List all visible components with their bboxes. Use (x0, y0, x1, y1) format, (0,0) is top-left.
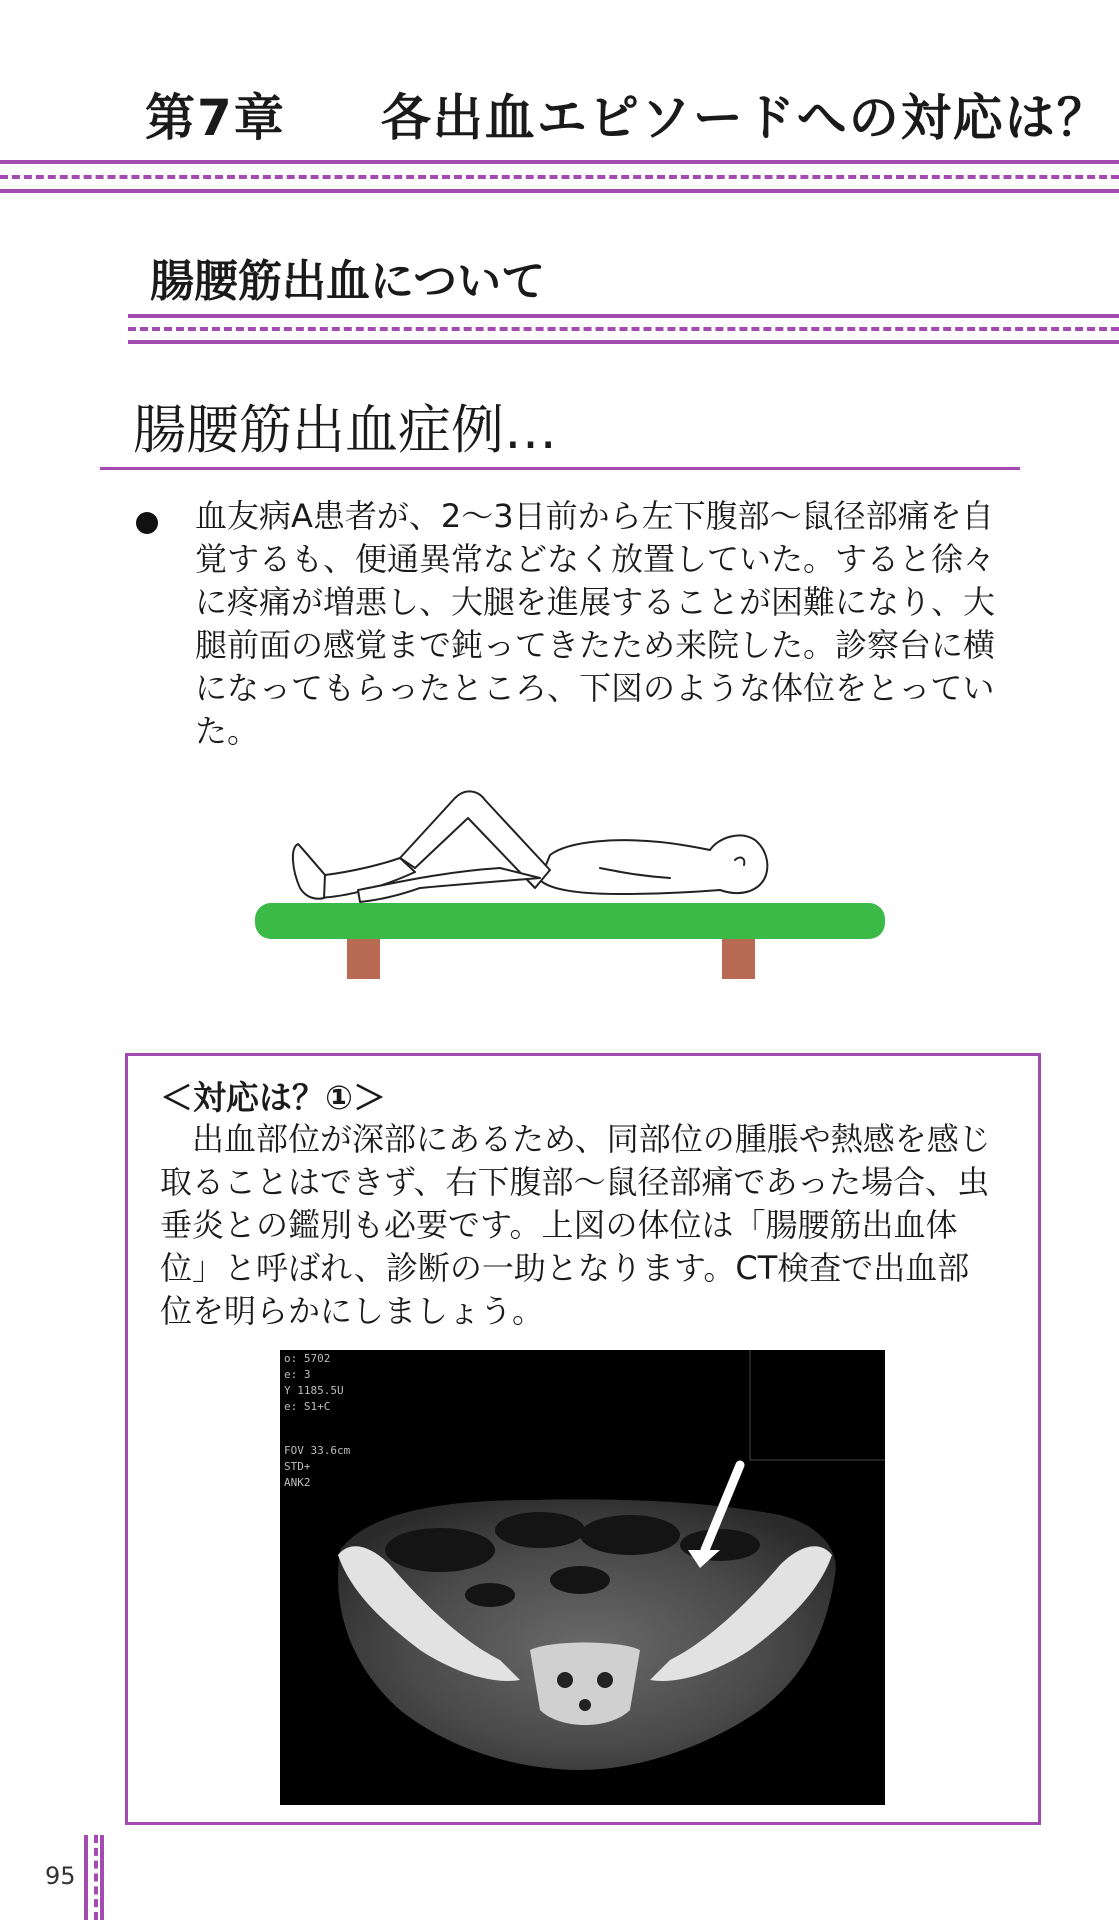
psoas-position-illustration (240, 760, 890, 995)
ct-scan-image (280, 1350, 885, 1805)
ct-info-line: e: 3 (284, 1368, 311, 1381)
chapter-number: 第7章 (145, 89, 286, 147)
section-rule-top (128, 314, 1119, 318)
chapter-title: 各出血エピソードへの対応は？ (380, 89, 1109, 147)
section-rule-dashed (128, 327, 1119, 331)
section-rule-bottom (128, 340, 1119, 344)
footer-bar-dashed (94, 1835, 98, 1920)
header-rule-dashed (0, 175, 1119, 179)
ct-info-line: FOV 33.6cm (284, 1444, 351, 1457)
page-number: 95 (45, 1862, 76, 1890)
bed-mattress (255, 903, 885, 939)
answer-box-title: ＜対応は？①＞ (160, 1078, 386, 1117)
bullet-icon (136, 512, 158, 534)
case-title-underline (100, 467, 1020, 470)
ct-info-line: ANK2 (284, 1476, 311, 1489)
ct-info-line: o: 5702 (284, 1352, 331, 1365)
section-title: 腸腰筋出血について (150, 256, 546, 307)
chapter-heading (145, 78, 1109, 150)
ct-info-line: Y 1185.5U (284, 1384, 344, 1397)
bed-leg-right (722, 939, 755, 979)
patient-figure (293, 791, 767, 902)
footer-bar-right (100, 1835, 104, 1920)
case-title: 腸腰筋出血症例… (133, 400, 557, 461)
ct-info-line: e: S1+C (284, 1400, 331, 1413)
answer-box-text: 出血部位が深部にあるため、同部位の腫脹や熱感を感じ取ることはできず、右下腹部〜鼠径部痛であった場合、虫垂炎との鑑別も必要です。上図の体位は「腸腰筋出血体位」と呼ばれ、診断の一助となります。CT検査で出血部位を明らかにしましょう。 (160, 1120, 991, 1330)
ct-pelvis-drawing (280, 1350, 885, 1805)
bed-leg-left (347, 939, 380, 979)
header-rule-bottom (0, 189, 1119, 193)
case-description: 血友病A患者が、2〜3日前から左下腹部〜鼠径部痛を自覚するも、便通異常などなく放置していた。すると徐々に疼痛が増悪し、大腿を進展することが困難になり、大腿前面の感覚まで鈍ってきたため来院した。診察台に横になってもらったところ、下図のような体位をとっていた。 (195, 497, 996, 750)
header-rule-top (0, 160, 1119, 164)
footer-bar-left (84, 1835, 88, 1920)
ct-info-line: STD+ (284, 1460, 311, 1473)
